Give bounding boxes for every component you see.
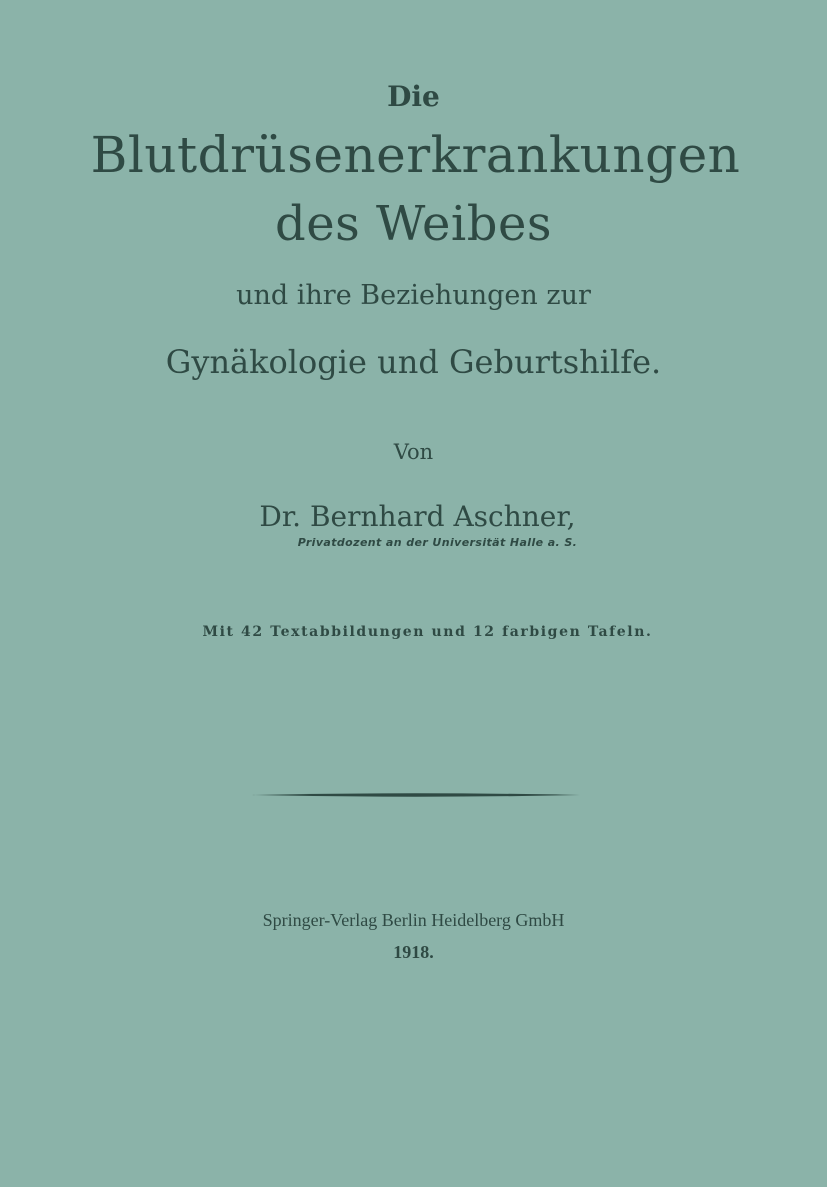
title-article: Die: [387, 80, 440, 113]
subtitle-line1: und ihre Beziehungen zur: [236, 280, 591, 311]
subtitle-line2: Gynäkologie und Geburtshilfe.: [165, 343, 662, 381]
publisher: Springer-Verlag Berlin Heidelberg GmbH: [262, 910, 565, 930]
by-label: Von: [393, 440, 434, 464]
title-main-line1: Blutdrüsenerkrankungen: [90, 126, 741, 184]
illustrations-note: Mit 42 Textabbildungen und 12 farbigen Tafeln.: [202, 624, 653, 640]
publication-year: 1918.: [393, 942, 434, 962]
decorative-rule: [252, 792, 580, 798]
author-name: Dr. Bernhard Aschner,: [259, 500, 576, 533]
author-affiliation: Privatdozent an der Universität Halle a. S.: [297, 536, 578, 549]
title-main-line2: des Weibes: [275, 196, 552, 252]
